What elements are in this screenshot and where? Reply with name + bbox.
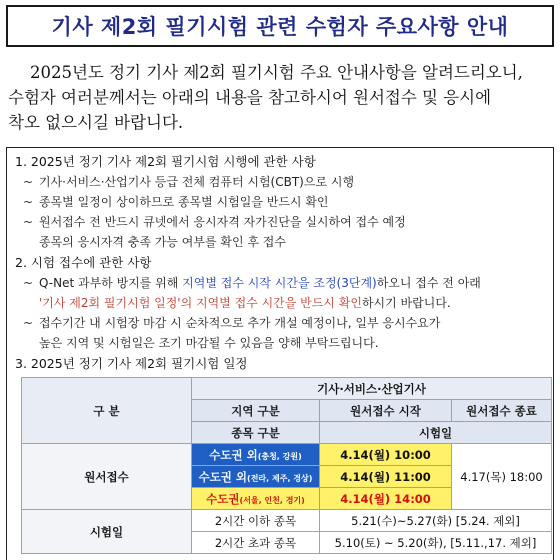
section-2-bullet: ~ Q-Net 과부하 방지를 위해 지역별 접수 시작 시간을 조정(3단계)하오니 접수 전 아래 <box>15 273 545 293</box>
dash-icon: ~ <box>23 215 34 229</box>
start-time-cell: 4.14(월) 11:00 <box>320 466 452 488</box>
dash-icon: ~ <box>23 175 34 189</box>
dash-icon: ~ <box>23 195 34 209</box>
dash-icon: ~ <box>23 276 34 290</box>
sub-item: 종목 구분 <box>192 422 320 444</box>
main-header: 기사·서비스·산업기사 <box>192 378 552 400</box>
exam-item-cell: 2시간 초과 종목 <box>192 532 320 554</box>
section-1-bullet: ~ 종목별 일정이 상이하므로 종목별 시험일을 반드시 확인 <box>15 192 545 212</box>
sub-region: 지역 구분 <box>192 400 320 422</box>
notice-box <box>6 147 554 560</box>
page-title: 기사 제2회 필기시험 관련 수험자 주요사항 안내 <box>51 15 509 39</box>
exam-date-cell: 5.10(토) ~ 5.20(화), [5.11.,17. 제외] <box>320 532 552 554</box>
section-1-bullet: ~ 기사·서비스·산업기사 등급 전체 컴퓨터 시험(CBT)으로 시행 <box>15 172 545 192</box>
section-3-heading: 3. 2025년 정기 기사 제2회 필기시험 일정 <box>15 356 248 371</box>
start-time-cell: 4.14(월) 14:00 <box>320 488 452 510</box>
section-2-bullet: ~ 접수기간 내 시험장 마감 시 순차적으로 추가 개설 예정이나, 일부 응시수요가 <box>15 313 545 333</box>
table-row <box>22 510 552 532</box>
sub-exam-day: 시험일 <box>320 422 552 444</box>
intro-paragraph <box>8 60 556 135</box>
highlight-check-schedule: '기사 제2회 필기시험 일정'의 지역별 접수 시간을 반드시 확인 <box>39 296 362 310</box>
table-row <box>22 444 552 466</box>
intro-line-1: 2025년도 정기 기사 제2회 필기시험 주요 안내사항을 알려드리오니, <box>30 63 523 82</box>
sub-end: 원서접수 종료 <box>452 400 552 422</box>
dash-icon: ~ <box>23 316 34 330</box>
section-2-bullet-continuation: 높은 지역 및 시험일은 조기 마감될 수 있음을 양해 부탁드립니다. <box>39 336 379 350</box>
title-box <box>6 5 554 47</box>
region-cell: 수도권 외(충청, 강원) <box>192 444 320 466</box>
section-2-heading: 2. 시험 접수에 관한 사항 <box>15 255 152 270</box>
section-1-heading: 1. 2025년 정기 기사 제2회 필기시험 시행에 관한 사항 <box>15 154 316 169</box>
intro-line-2: 수험자 여러분께서는 아래의 내용을 참고하시어 원서접수 및 응시에 <box>8 88 492 107</box>
highlight-region-schedule: 지역별 접수 시작 시간을 조정(3단계) <box>182 276 377 290</box>
col-group-label: 구 분 <box>22 378 192 444</box>
exam-date-cell: 5.21(수)~5.27(화) [5.24. 제외] <box>320 510 552 532</box>
cat-application: 원서접수 <box>22 444 192 510</box>
sub-start: 원서접수 시작 <box>320 400 452 422</box>
section-2-bullet-continuation: '기사 제2회 필기시험 일정'의 지역별 접수 시간을 반드시 확인하시기 바랍니다. <box>39 296 451 310</box>
exam-item-cell: 2시간 이하 종목 <box>192 510 320 532</box>
schedule-table <box>21 377 552 554</box>
table-header-row <box>22 378 552 400</box>
region-cell: 수도권(서울, 인천, 경기) <box>192 488 320 510</box>
section-1-bullet-continuation: 종목의 응시자격 충족 가능 여부를 확인 후 접수 <box>39 235 286 249</box>
cat-exam: 시험일 <box>22 510 192 554</box>
region-cell: 수도권 외(전라, 제주, 경상) <box>192 466 320 488</box>
section-1-bullet: ~ 원서접수 전 반드시 큐넷에서 응시자격 자가진단을 실시하여 접수 예정 <box>15 212 545 232</box>
start-time-cell: 4.14(월) 10:00 <box>320 444 452 466</box>
end-time-cell: 4.17(목) 18:00 <box>452 444 552 510</box>
intro-line-3: 착오 없으시길 바랍니다. <box>8 113 184 132</box>
